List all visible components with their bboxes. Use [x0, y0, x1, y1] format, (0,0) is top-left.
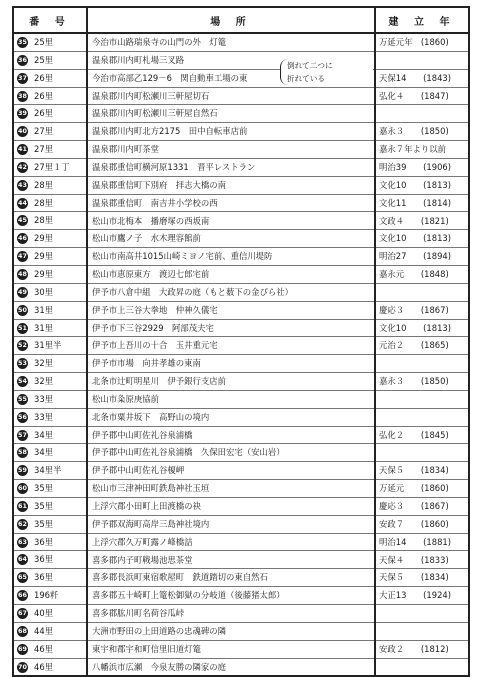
- row-number-cell: [13, 551, 87, 569]
- location-text: 温泉郡重信町下別府 拝志大橋の南: [92, 179, 226, 190]
- circled-number: 48: [18, 269, 27, 278]
- location-cell: [87, 444, 375, 462]
- location-cell: [87, 551, 375, 569]
- table-row: [13, 105, 469, 123]
- location-text: 温泉郡川内町茶堂: [92, 144, 159, 155]
- circled-number: 67: [18, 609, 27, 617]
- location-text: 伊予市市場 向井孝雄の東南: [92, 358, 201, 369]
- table-row: [13, 230, 469, 248]
- year-cell: 明治14 (1881): [375, 533, 469, 551]
- distance-label: 46里: [34, 661, 54, 672]
- location-cell: [87, 640, 375, 658]
- location-cell: [87, 605, 375, 623]
- year-cell: [375, 355, 469, 373]
- year-cell: 嘉永７年より以前: [375, 141, 469, 159]
- row-number-cell: [13, 87, 87, 105]
- row-number-cell: [13, 622, 87, 640]
- distance-label: 46里: [34, 643, 54, 654]
- location-text: 伊予市八倉中組 大政昇の庭（もと薮下の金ぴら社）: [92, 286, 293, 297]
- row-number-cell: [13, 176, 87, 194]
- year-cell: [375, 51, 469, 69]
- location-cell: [87, 158, 375, 176]
- table-row: [13, 51, 469, 69]
- location-text: 東宇和郡宇和町信里旧道灯篭: [92, 643, 201, 654]
- location-cell: [87, 587, 375, 605]
- location-text: 伊予郡中山町佐礼谷泉浦橋 久保田宏宅（安山岩）: [92, 447, 285, 458]
- circled-number: 68: [18, 626, 27, 635]
- circled-number: 57: [18, 430, 27, 439]
- circled-number: 62: [18, 519, 27, 528]
- distance-label: 29里: [34, 251, 54, 262]
- distance-label: 25里: [34, 54, 54, 65]
- header-row: [13, 7, 469, 33]
- distance-label: 33里: [34, 411, 54, 422]
- location-text: 松山市北梅本 播磨塚の西坂南: [92, 215, 210, 226]
- distance-label: 31里半: [34, 340, 62, 351]
- location-text: 伊予郡中山町佐礼谷榎岬: [92, 465, 185, 476]
- distance-label: 196粁: [34, 590, 59, 601]
- circled-number: 38: [18, 91, 27, 100]
- row-number-cell: [13, 462, 87, 480]
- row-number-cell: [13, 444, 87, 462]
- location-cell: [87, 265, 375, 283]
- header-year: 建 立 年: [375, 7, 469, 33]
- circled-number: 64: [18, 555, 27, 564]
- location-text: 伊予市下三谷2929 阿部茂夫宅: [92, 322, 214, 333]
- year-cell: 天保４ (1833): [375, 551, 469, 569]
- table-row: [13, 69, 469, 87]
- distance-label: 29里: [34, 269, 54, 280]
- distance-label: 26里: [34, 72, 54, 83]
- location-text: 温泉郡川内町松瀬川三軒屋自然石: [92, 108, 218, 119]
- location-text: 喜多郡五十崎町上篭松御獄の分岐道（後藤猪太郎）: [92, 590, 285, 601]
- table-row: [13, 587, 469, 605]
- table-row: [13, 176, 469, 194]
- location-cell: [87, 212, 375, 230]
- location-text: 伊予郡双海町高岸三島神社境内: [92, 518, 210, 529]
- year-cell: 万延元 (1860): [375, 480, 469, 498]
- distance-label: 29里: [34, 233, 54, 244]
- table-row: [13, 569, 469, 587]
- table-row: [13, 480, 469, 498]
- location-text: 松山市粂原庚協前: [92, 393, 159, 404]
- table-row: [13, 319, 469, 337]
- year-cell: 元治２ (1865): [375, 337, 469, 355]
- table-row: [13, 444, 469, 462]
- circled-number: 44: [18, 198, 27, 207]
- row-number-cell: [13, 212, 87, 230]
- row-number-cell: [13, 640, 87, 658]
- distance-label: 35里: [34, 483, 54, 494]
- circled-number: 42: [18, 162, 27, 171]
- distance-label: 40里: [34, 608, 54, 619]
- location-cell: [87, 319, 375, 337]
- location-cell: [87, 230, 375, 248]
- row-number-cell: [13, 408, 87, 426]
- table-row: [13, 283, 469, 301]
- row-number-cell: [13, 390, 87, 408]
- location-cell: [87, 355, 375, 373]
- location-text: 温泉郡重信町横河原1331 晋平レストラン: [92, 161, 256, 172]
- table-row: [13, 515, 469, 533]
- circled-number: 61: [18, 501, 27, 510]
- location-text: 温泉郡川内町札場三叉路: [92, 54, 185, 65]
- distance-label: 28里: [34, 215, 54, 226]
- location-text: 上浮穴郡小田町上田渡橋の袂: [92, 501, 201, 511]
- distance-label: 31里: [34, 322, 54, 333]
- circled-number: 39: [18, 109, 27, 118]
- location-text: 北条市辻町明星川 伊予銀行支店前: [92, 376, 226, 387]
- note-line: 倒れて二つに: [287, 60, 333, 70]
- row-number-cell: [13, 497, 87, 515]
- distance-label: 32里: [34, 376, 54, 387]
- location-text: 松山市三津神田町鉄島神社玉垣: [92, 483, 210, 494]
- location-text: 温泉郡川内町松瀬川三軒屋切石: [92, 90, 210, 101]
- table-row: [13, 373, 469, 391]
- year-cell: [375, 283, 469, 301]
- location-cell: [87, 176, 375, 194]
- row-number-cell: [13, 605, 87, 623]
- location-cell: [87, 141, 375, 159]
- circled-number: 63: [18, 537, 27, 546]
- document-page: [12, 6, 472, 672]
- circled-number: 36: [18, 55, 27, 64]
- circled-number: 47: [18, 252, 27, 261]
- table-row: [13, 337, 469, 355]
- row-number-cell: [13, 301, 87, 319]
- year-cell: 明治39 (1906): [375, 158, 469, 176]
- row-number-cell: [13, 658, 87, 676]
- circled-number: 52: [18, 341, 27, 350]
- location-cell: [87, 480, 375, 498]
- location-cell: [87, 497, 375, 515]
- location-cell: [87, 194, 375, 212]
- row-number-cell: [13, 587, 87, 605]
- row-number-cell: [13, 105, 87, 123]
- location-cell: [87, 283, 375, 301]
- table-row: [13, 426, 469, 444]
- table-row: [13, 497, 469, 515]
- year-cell: 嘉永元 (1848): [375, 265, 469, 283]
- year-cell: 安政２ (1812): [375, 640, 469, 658]
- table-row: [13, 123, 469, 141]
- year-cell: [375, 622, 469, 640]
- year-cell: [375, 408, 469, 426]
- year-cell: 天保５ (1834): [375, 569, 469, 587]
- distance-label: 44里: [34, 625, 54, 636]
- year-cell: 天保14 (1843): [375, 69, 469, 87]
- circled-number: 54: [18, 377, 27, 386]
- location-text: 温泉郡重信町 南吉井小学校の西: [92, 197, 218, 208]
- year-cell: 大正13 (1924): [375, 587, 469, 605]
- circled-number: 35: [18, 38, 27, 46]
- row-number-cell: [13, 480, 87, 498]
- location-text: 温泉郡川内町北方2175 田中自転車店前: [92, 126, 248, 137]
- table-row: [13, 212, 469, 230]
- distance-label: 28里: [34, 197, 54, 208]
- circled-number: 70: [18, 662, 27, 671]
- circled-number: 49: [18, 287, 27, 296]
- year-cell: 弘化２ (1845): [375, 426, 469, 444]
- location-text: 松山市恵原東方 渡辺七郎宅前: [92, 269, 210, 280]
- row-number-cell: [13, 355, 87, 373]
- location-text: 八幡浜市広瀬 今泉友勝の隣家の庭: [92, 661, 226, 672]
- year-cell: 明治27 (1894): [375, 248, 469, 266]
- year-cell: 文化11 (1814): [375, 194, 469, 212]
- row-number-cell: [13, 319, 87, 337]
- circled-number: 51: [18, 323, 27, 332]
- year-cell: 万延元年 (1860): [375, 33, 469, 51]
- distance-label: 28里: [34, 179, 54, 190]
- location-text: 北条市粟井坂下 高野山の境内: [92, 411, 210, 422]
- distance-label: 36里: [34, 536, 54, 547]
- year-cell: 文化10 (1813): [375, 176, 469, 194]
- distance-label: 27里: [34, 144, 54, 155]
- row-number-cell: [13, 337, 87, 355]
- circled-number: 56: [18, 412, 27, 421]
- location-text: 喜多郡内子町戦場池思茶堂: [92, 554, 193, 565]
- circled-number: 60: [18, 484, 27, 493]
- location-cell: [87, 337, 375, 355]
- circled-number: 53: [18, 359, 27, 368]
- milestone-table: [12, 6, 470, 677]
- location-cell: [87, 87, 375, 105]
- year-cell: [375, 105, 469, 123]
- circled-number: 59: [18, 466, 27, 475]
- year-cell: 文化10 (1813): [375, 230, 469, 248]
- location-cell: [87, 248, 375, 266]
- location-text: 喜多郡長浜町東宿歌屋町 鉄道踏切の東自然石: [92, 572, 268, 583]
- table-row: [13, 301, 469, 319]
- location-text: 大洲市野田の上田道路の忠魂碑の隣: [92, 625, 226, 636]
- distance-label: 36里: [34, 554, 54, 565]
- location-cell: [87, 390, 375, 408]
- year-cell: [375, 605, 469, 623]
- distance-label: 34里: [34, 429, 54, 440]
- year-cell: 安政７ (1860): [375, 515, 469, 533]
- location-cell: [87, 426, 375, 444]
- location-cell: [87, 515, 375, 533]
- row-number-cell: [13, 569, 87, 587]
- row-number-cell: [13, 248, 87, 266]
- row-number-cell: [13, 533, 87, 551]
- year-cell: [375, 658, 469, 676]
- table-row: [13, 640, 469, 658]
- distance-label: 36里: [34, 572, 54, 583]
- location-cell: [87, 569, 375, 587]
- location-text: 上浮穴郡久万町露ノ峰橋詰: [92, 536, 193, 547]
- distance-label: 31里: [34, 304, 54, 315]
- circled-number: 40: [18, 127, 27, 136]
- table-body: [13, 33, 469, 676]
- row-number-cell: [13, 123, 87, 141]
- header-number: 番 号: [13, 7, 87, 33]
- location-cell: [87, 123, 375, 141]
- distance-label: 32里: [34, 358, 54, 369]
- table-row: [13, 355, 469, 373]
- location-cell: [87, 301, 375, 319]
- circled-number: 50: [18, 305, 27, 314]
- table-row: [13, 248, 469, 266]
- year-cell: 文化10 (1813): [375, 319, 469, 337]
- circled-number: 58: [18, 448, 27, 457]
- table-row: [13, 33, 469, 51]
- distance-label: 30里: [34, 286, 54, 297]
- table-row: [13, 551, 469, 569]
- table-row: [13, 194, 469, 212]
- location-cell: [87, 622, 375, 640]
- year-cell: 嘉永３ (1850): [375, 373, 469, 391]
- distance-label: 27里１丁: [34, 162, 70, 173]
- circled-number: 69: [18, 644, 27, 653]
- distance-label: 34里半: [34, 465, 62, 476]
- distance-label: 27里: [34, 126, 54, 137]
- fallen-stone-note: [280, 59, 373, 85]
- circled-number: 37: [18, 73, 27, 82]
- location-cell: [87, 533, 375, 551]
- header-location: 場 所: [87, 7, 375, 33]
- table-row: [13, 605, 469, 623]
- table-row: [13, 533, 469, 551]
- table-row: [13, 408, 469, 426]
- table-row: [13, 390, 469, 408]
- row-number-cell: [13, 515, 87, 533]
- circled-number: 65: [18, 573, 27, 582]
- distance-label: 34里: [34, 447, 54, 458]
- table-row: [13, 141, 469, 159]
- distance-label: 33里: [34, 394, 54, 405]
- row-number-cell: [13, 141, 87, 159]
- row-number-cell: [13, 158, 87, 176]
- distance-label: 25里: [34, 37, 54, 48]
- row-number-cell: [13, 283, 87, 301]
- table-row: [13, 462, 469, 480]
- year-cell: [375, 390, 469, 408]
- distance-label: 26里: [34, 90, 54, 101]
- location-cell: [87, 33, 375, 51]
- circled-number: 45: [18, 216, 27, 225]
- distance-label: 26里: [34, 108, 54, 119]
- circled-number: 55: [18, 394, 27, 403]
- location-cell: [87, 60, 375, 87]
- distance-label: 35里: [34, 501, 54, 512]
- year-cell: 文政４ (1821): [375, 212, 469, 230]
- note-line: 折れている: [287, 73, 325, 83]
- distance-label: 35里: [34, 518, 54, 529]
- location-cell: [87, 462, 375, 480]
- location-cell: [87, 105, 375, 123]
- table-row: [13, 158, 469, 176]
- year-cell: 慶応３ (1867): [375, 497, 469, 515]
- table-row: [13, 622, 469, 640]
- row-number-cell: [13, 426, 87, 444]
- table-row: [13, 658, 469, 676]
- row-number-cell: [13, 51, 87, 69]
- row-number-cell: [13, 69, 87, 87]
- location-text: 松山市鷹ノ子 水木理容館前: [92, 233, 201, 244]
- location-cell: [87, 658, 375, 676]
- location-cell: [87, 373, 375, 391]
- location-text: 伊予市上吾川の十合 玉井重元宅: [92, 340, 218, 351]
- row-number-cell: [13, 373, 87, 391]
- location-text: 今治市山路瑞泉寺の山門の外 灯篭: [92, 37, 226, 48]
- year-cell: 弘化４ (1847): [375, 87, 469, 105]
- location-text: 伊予市上三谷大拳地 仲神久儀宅: [92, 304, 218, 315]
- table-row: [13, 87, 469, 105]
- location-text: 喜多郡肱川町名荷谷瓜峠: [92, 608, 185, 619]
- circled-number: 41: [18, 145, 27, 154]
- location-text: 伊予郡中山町佐礼谷泉浦橋: [92, 429, 193, 440]
- row-number-cell: [13, 33, 87, 51]
- table-row: [13, 265, 469, 283]
- year-cell: 嘉永３ (1850): [375, 123, 469, 141]
- circled-number: 43: [18, 180, 27, 189]
- year-cell: 慶応３ (1867): [375, 301, 469, 319]
- row-number-cell: [13, 194, 87, 212]
- year-cell: [375, 444, 469, 462]
- circled-number: 46: [18, 234, 27, 243]
- location-cell: [87, 408, 375, 426]
- year-cell: 天保５ (1834): [375, 462, 469, 480]
- row-number-cell: [13, 265, 87, 283]
- location-text: 松山市南高井1015山崎ミヨノ宅前、重信川堤防: [92, 251, 273, 262]
- circled-number: 66: [18, 591, 27, 600]
- location-text: 今治市高部乙129－6 関自動車工場の東: [92, 72, 248, 83]
- row-number-cell: [13, 230, 87, 248]
